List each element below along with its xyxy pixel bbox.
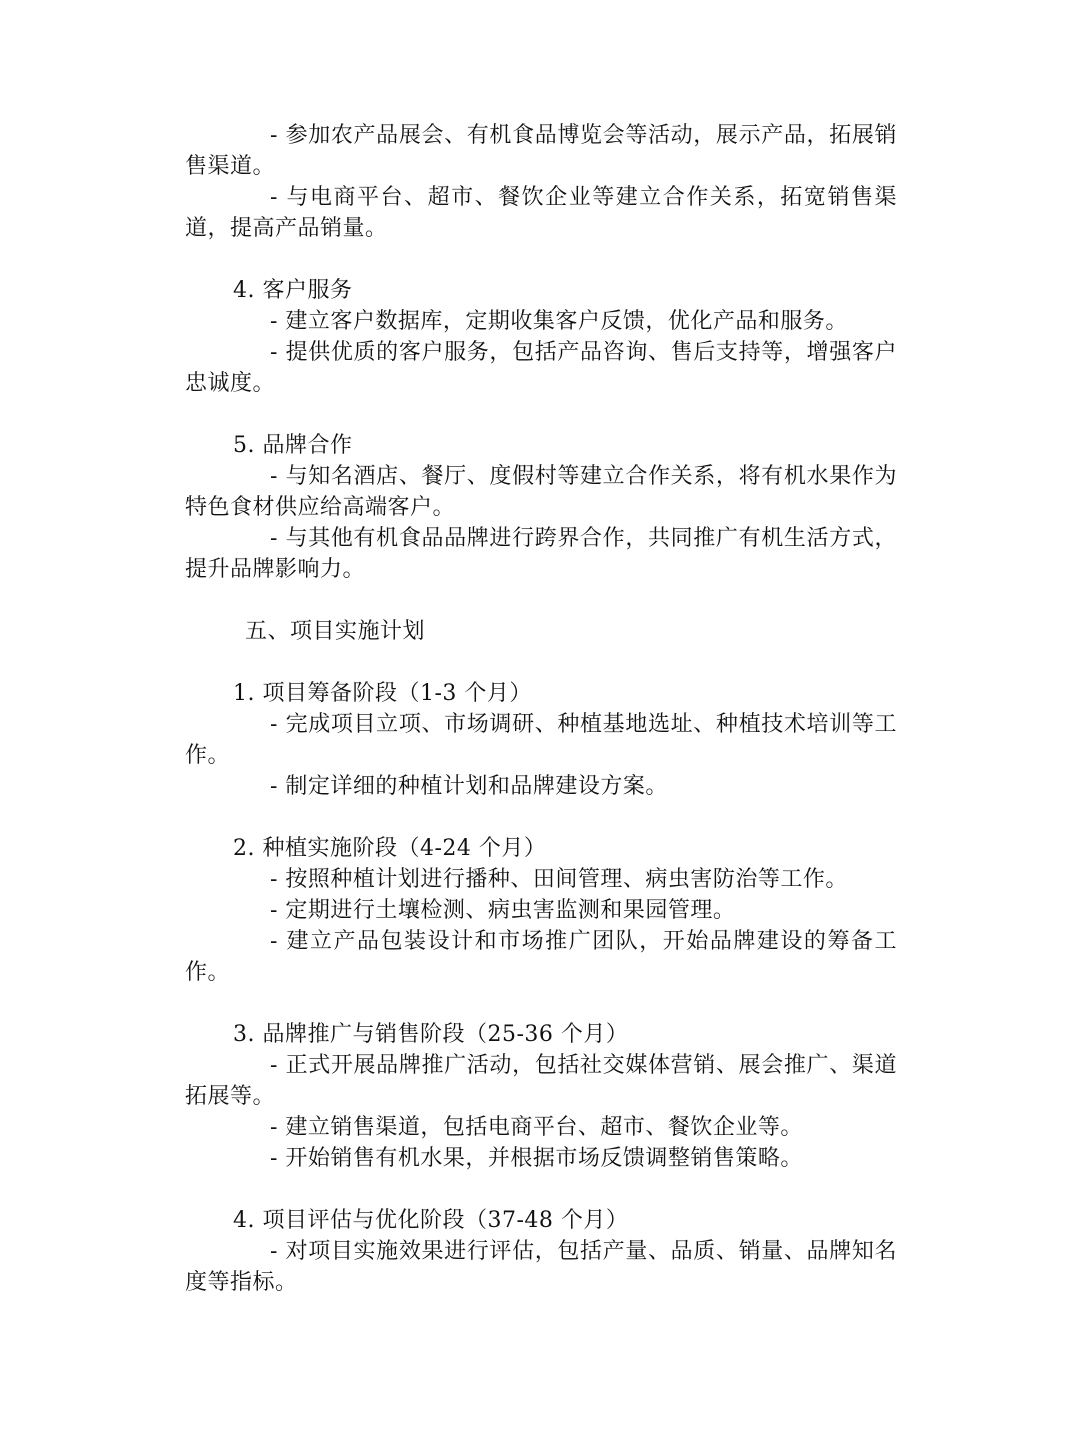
- subsection-heading: 4. 项目评估与优化阶段（37-48 个月）: [233, 1208, 629, 1233]
- list-item: - 开始销售有机水果，并根据市场反馈调整销售策略。: [270, 1146, 803, 1171]
- spacer: [185, 399, 897, 430]
- list-item: - 按照种植计划进行播种、田间管理、病虫害防治等工作。: [270, 867, 848, 892]
- list-item: - 定期进行土壤检测、病虫害监测和果园管理。: [270, 898, 736, 923]
- list-item: - 与知名酒店、餐厅、度假村等建立合作关系，将有机水果作为特色食材供应给高端客户。: [185, 464, 897, 520]
- list-item: - 参加农产品展会、有机食品博览会等活动，展示产品，拓展销售渠道。: [185, 123, 897, 179]
- subsection-heading: 4. 客户服务: [233, 278, 353, 303]
- list-item: - 提供优质的客户服务，包括产品咨询、售后支持等，增强客户忠诚度。: [185, 340, 897, 396]
- spacer: [185, 647, 897, 678]
- list-item: - 对项目实施效果进行评估，包括产量、品质、销量、品牌知名度等指标。: [185, 1239, 897, 1295]
- spacer: [185, 1174, 897, 1205]
- list-item: - 制定详细的种植计划和品牌建设方案。: [270, 774, 668, 799]
- list-item: - 正式开展品牌推广活动，包括社交媒体营销、展会推广、渠道拓展等。: [185, 1053, 897, 1109]
- subsection-heading: 2. 种植实施阶段（4-24 个月）: [233, 836, 547, 861]
- subsection-heading: 1. 项目筹备阶段（1-3 个月）: [233, 681, 532, 706]
- section-title: 五、项目实施计划: [245, 619, 426, 644]
- list-item: - 与电商平台、超市、餐饮企业等建立合作关系，拓宽销售渠道，提高产品销量。: [185, 185, 897, 241]
- spacer: [185, 988, 897, 1019]
- list-item: - 建立产品包装设计和市场推广团队，开始品牌建设的筹备工作。: [185, 929, 897, 985]
- subsection-heading: 3. 品牌推广与销售阶段（25-36 个月）: [233, 1022, 629, 1047]
- list-item: - 完成项目立项、市场调研、种植基地选址、种植技术培训等工作。: [185, 712, 897, 768]
- list-item: - 与其他有机食品品牌进行跨界合作，共同推广有机生活方式，提升品牌影响力。: [185, 526, 897, 582]
- document-page: [185, 120, 897, 1298]
- spacer: [185, 585, 897, 616]
- spacer: [185, 802, 897, 833]
- list-item: - 建立销售渠道，包括电商平台、超市、餐饮企业等。: [270, 1115, 803, 1140]
- subsection-heading: 5. 品牌合作: [233, 433, 353, 458]
- spacer: [185, 244, 897, 275]
- list-item: - 建立客户数据库，定期收集客户反馈，优化产品和服务。: [270, 309, 848, 334]
